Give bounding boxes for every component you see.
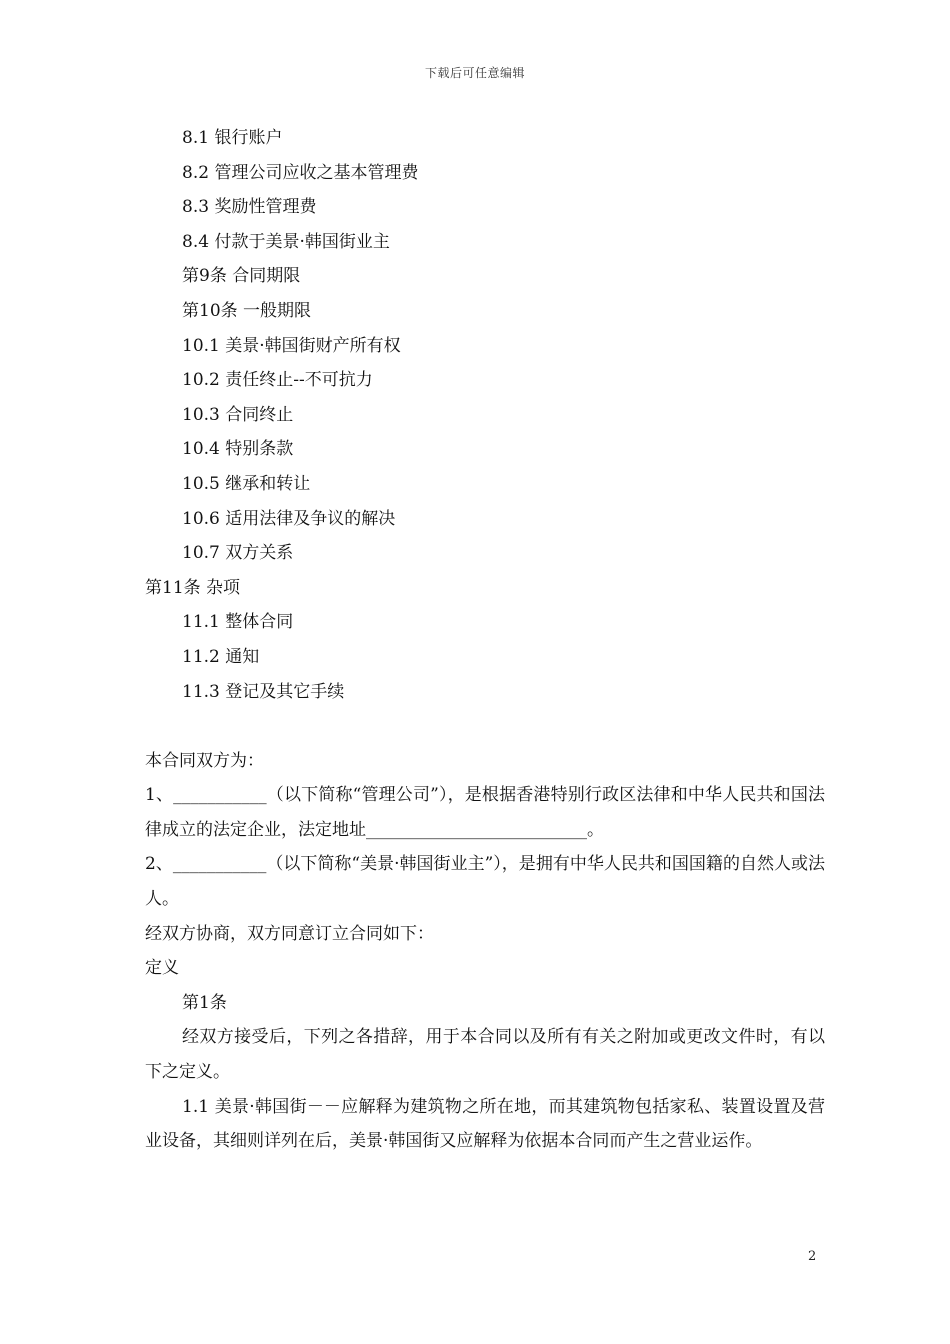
- toc-item: 10.5 继承和转让: [182, 473, 311, 494]
- toc-item: 10.1 美景·韩国街财产所有权: [182, 335, 401, 356]
- toc-item: 10.7 双方关系: [182, 543, 294, 564]
- toc-item: 第9条 合同期限: [182, 266, 301, 287]
- article-1-paragraph: 经双方接受后，下列之各措辞，用于本合同以及所有有关之附加或更改文件时，有以下之定义。: [145, 1027, 825, 1083]
- page-number: 2: [808, 1249, 817, 1264]
- toc-item: 10.2 责任终止--不可抗力: [182, 370, 373, 391]
- parties-intro: 本合同双方为：: [145, 750, 264, 771]
- document-body: [145, 121, 825, 1159]
- toc-item: 10.4 特别条款: [182, 439, 294, 460]
- definitions-heading: 定义: [145, 958, 179, 979]
- spacer: [145, 709, 825, 744]
- agreement-statement: 经双方协商，双方同意订立合同如下：: [145, 923, 434, 944]
- toc-item: 8.3 奖励性管理费: [182, 197, 317, 218]
- toc-item: 11.2 通知: [182, 646, 260, 667]
- page-header: 下载后可任意编辑: [424, 66, 525, 80]
- toc-item: 11.3 登记及其它手续: [182, 681, 345, 702]
- toc-item: 8.2 管理公司应收之基本管理费: [182, 162, 419, 183]
- toc-item: 8.1 银行账户: [182, 128, 283, 148]
- party-1-paragraph: 1、___________（以下简称“管理公司”），是根据香港特别行政区法律和中华人民共和国法律成立的法定企业，法定地址__________________________。: [145, 785, 825, 840]
- toc-item: 11.1 整体合同: [182, 612, 294, 633]
- party-2-paragraph: 2、___________（以下简称“美景·韩国街业主”），是拥有中华人民共和国国籍的自然人或法人。: [145, 854, 825, 910]
- toc-item: 第10条 一般期限: [182, 300, 312, 321]
- article-1-heading: 第1条: [182, 992, 227, 1013]
- clause-1-1-paragraph: 1.1 美景·韩国街－－应解释为建筑物之所在地，而其建筑物包括家私、装置设置及营业设备，其细则详列在后，美景·韩国街又应解释为依据本合同而产生之营业运作。: [145, 1096, 825, 1152]
- toc-item: 10.6 适用法律及争议的解决: [182, 508, 396, 529]
- table-of-contents: [145, 121, 825, 709]
- toc-item: 8.4 付款于美景·韩国街业主: [182, 231, 390, 252]
- toc-item: 第11条 杂项: [145, 577, 241, 598]
- toc-item: 10.3 合同终止: [182, 404, 294, 425]
